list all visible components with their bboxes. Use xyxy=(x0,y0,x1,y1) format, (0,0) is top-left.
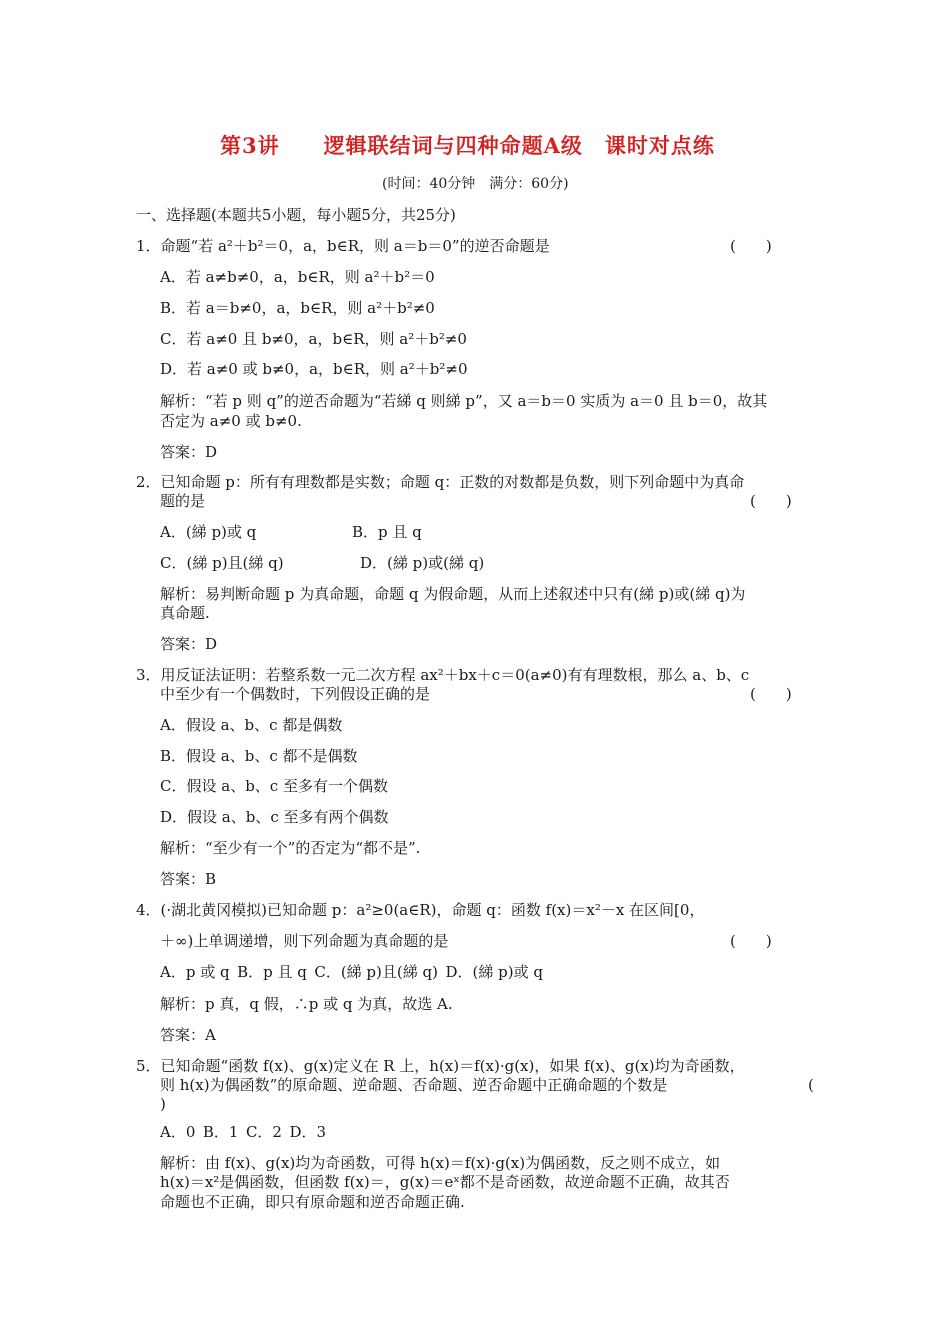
q4-analysis: 解析：p 真，q 假，∴p 或 q 为真，故选 A. xyxy=(160,995,453,1013)
q2-stem-line1: 2．已知命题 p：所有有理数都是实数；命题 q：正数的对数都是负数，则下列命题中为真命 xyxy=(136,473,745,491)
q5-analysis-line1: 解析：由 f(x)、g(x)均为奇函数，可得 h(x)＝f(x)·g(x)为偶函数，反之则不成立，如 xyxy=(160,1154,721,1172)
q5-options: A．0 B．1 C．2 D．3 xyxy=(160,1123,327,1141)
q5-analysis-line3: 命题也不正确，即只有原命题和逆否命题正确. xyxy=(160,1193,465,1211)
q3-option-a: A．假设 a、b、c 都是偶数 xyxy=(160,716,343,734)
q4-answer: 答案：A xyxy=(160,1026,216,1044)
q3-option-d: D．假设 a、b、c 至多有两个偶数 xyxy=(160,808,389,826)
q3-answer-bracket: ( ) xyxy=(750,685,792,703)
q4-stem-line1: 4．(·湖北黄冈模拟)已知命题 p：a²≥0(a∈R)，命题 q：函数 f(x)＝x²－x 在区间[0， xyxy=(136,901,705,919)
q3-stem-line1: 3．用反证法证明：若整系数一元二次方程 ax²＋bx＋c＝0(a≠0)有有理数根，那么 a、b、c xyxy=(136,666,750,684)
q4-answer-bracket: ( ) xyxy=(730,932,772,950)
q1-analysis-line1: 解析：“若 p 则 q”的逆否命题为“若綈 q 则綈 p”，又 a＝b＝0 实质为 a＝0 且 b＝0，故其 xyxy=(160,392,768,410)
q1-answer: 答案：D xyxy=(160,443,218,461)
q5-stem-line1: 5．已知命题“函数 f(x)、g(x)定义在 R 上，h(x)＝f(x)·g(x)，如果 f(x)、g(x)均为奇函数， xyxy=(136,1057,745,1075)
q2-option-c: C．(綈 p)且(綈 q) xyxy=(160,554,284,572)
q3-answer: 答案：B xyxy=(160,870,217,888)
q1-option-c: C．若 a≠0 且 b≠0，a，b∈R，则 a²＋b²≠0 xyxy=(160,330,467,348)
q2-stem-line2: 题的是 xyxy=(160,492,206,510)
q1-option-a: A．若 a≠b≠0，a，b∈R，则 a²＋b²＝0 xyxy=(160,268,435,286)
q4-stem-line2: ＋∞)上单调递增，则下列命题为真命题的是 xyxy=(160,932,449,950)
q1-option-b: B．若 a＝b≠0，a，b∈R，则 a²＋b²≠0 xyxy=(160,299,435,317)
q1-answer-bracket: ( ) xyxy=(730,237,772,255)
q2-answer: 答案：D xyxy=(160,635,218,653)
page-subtitle: (时间：40分钟 满分：60分) xyxy=(382,176,569,192)
q5-answer-bracket-open: ( xyxy=(808,1076,814,1094)
q2-answer-bracket: ( ) xyxy=(750,492,792,510)
q1-stem: 1．命题“若 a²＋b²＝0，a，b∈R，则 a＝b＝0”的逆否命题是 xyxy=(136,237,550,255)
q2-option-d: D．(綈 p)或(綈 q) xyxy=(360,554,485,572)
q2-analysis-line2: 真命题. xyxy=(160,604,210,622)
q2-analysis-line1: 解析：易判断命题 p 为真命题，命题 q 为假命题，从而上述叙述中只有(綈 p)或(綈 q)为 xyxy=(160,585,746,603)
q5-stem-line2: 则 h(x)为偶函数”的原命题、逆命题、否命题、逆否命题中正确命题的个数是 xyxy=(160,1076,668,1094)
q3-analysis: 解析：“至少有一个”的否定为“都不是”. xyxy=(160,839,421,857)
q2-option-a: A．(綈 p)或 q xyxy=(160,523,257,541)
q2-option-b: B．p 且 q xyxy=(352,523,422,541)
q1-option-d: D．若 a≠0 或 b≠0，a，b∈R，则 a²＋b²≠0 xyxy=(160,360,468,378)
q4-options: A．p 或 q B．p 且 q C．(綈 p)且(綈 q) D．(綈 p)或 q xyxy=(160,963,543,981)
q3-option-c: C．假设 a、b、c 至多有一个偶数 xyxy=(160,777,388,795)
q3-stem-line2: 中至少有一个偶数时，下列假设正确的是 xyxy=(160,685,431,703)
section-heading: 一、选择题(本题共5小题，每小题5分，共25分) xyxy=(136,206,456,224)
page-title: 第3讲 逻辑联结词与四种命题A级 课时对点练 xyxy=(220,133,715,158)
q3-option-b: B．假设 a、b、c 都不是偶数 xyxy=(160,747,358,765)
q5-answer-bracket-close: ) xyxy=(160,1095,166,1113)
q5-analysis-line2: h(x)＝x²是偶函数，但函数 f(x)＝，g(x)＝eˣ都不是奇函数，故逆命题不正确，故其否 xyxy=(160,1173,730,1191)
q1-analysis-line2: 否定为 a≠0 或 b≠0. xyxy=(160,412,302,430)
